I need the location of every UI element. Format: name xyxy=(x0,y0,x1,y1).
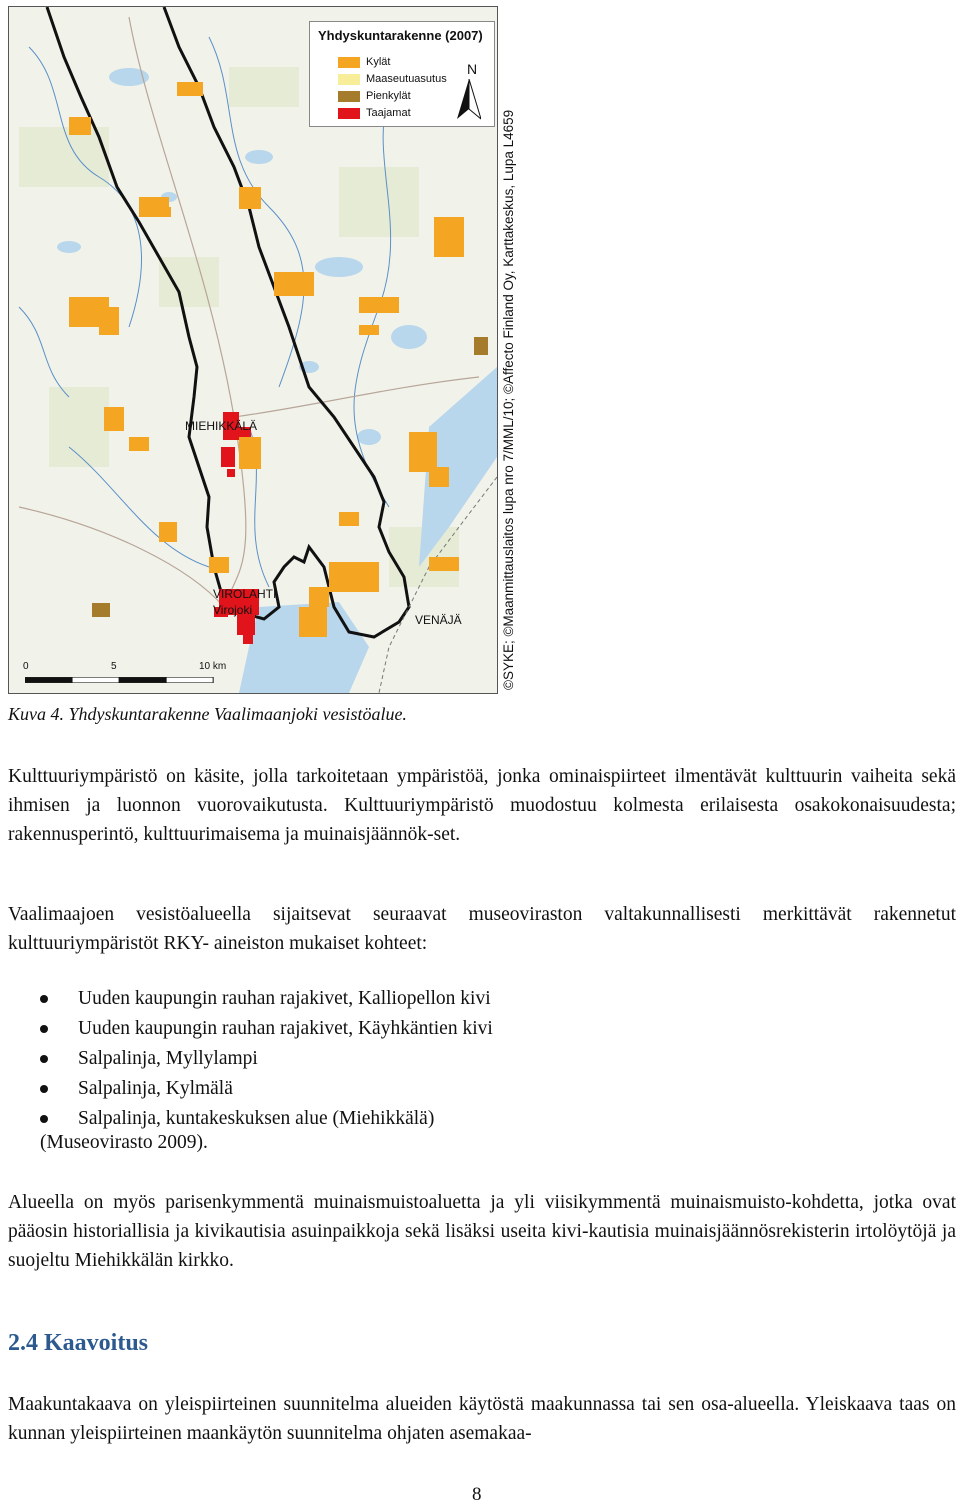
scale-bar xyxy=(25,677,221,683)
page-number: 8 xyxy=(472,1484,482,1505)
legend-swatch xyxy=(338,57,360,68)
north-label: N xyxy=(467,61,478,77)
list-item-text: Salpalinja, Kylmälä xyxy=(78,1078,233,1099)
paragraph-1: Kulttuuriympäristö on käsite, jolla tarkoitetaan ympäristöä, jonka ominaispiirteet ilmentävät kulttuurin vaiheita sekä ihmisen ja luonnon vuorovaikutusta. Kulttuuriympäristö muodostuu kolmesta erilaisesta osakokonaisuudesta; rakennusperintö, kulttuurimaisema ja muinaisjäännök-set. xyxy=(8,766,956,845)
bullet-icon xyxy=(40,995,48,1003)
map-copyright: ©SYKE; ©Maanmittauslaitos lupa nro 7/MML/10; ©Affecto Finland Oy, Karttakeskus, Lupa L4659 xyxy=(501,109,516,690)
north-arrow-icon xyxy=(457,79,481,121)
list-item-text: Salpalinja, kuntakeskuksen alue (Miehikkälä) xyxy=(78,1108,435,1129)
legend-label: Kylät xyxy=(366,56,391,68)
list-item xyxy=(40,1104,493,1134)
label-miehikkala: MIEHIKKÄLÄ xyxy=(185,419,258,433)
legend-swatch xyxy=(338,74,360,85)
legend-item-kylat xyxy=(338,56,390,68)
bullet-icon xyxy=(40,1055,48,1063)
legend-swatch xyxy=(338,108,360,119)
paragraph-4: Maakuntakaava on yleispiirteinen suunnitelma alueiden käytöstä maakunnassa tai sen osa-alueella. Yleiskaava taas on kunnan yleispiirteinen maankäytön suunnitelma ohjaten asemakaa- xyxy=(8,1394,956,1444)
list-item xyxy=(40,984,493,1014)
paragraph-3: Alueella on myös parisenkymmentä muinaismuistoaluetta ja yli viisikymmentä muinaismuisto-kohdetta, jotka ovat pääosin historiallisia ja kivikautisia asuinpaikkoja sekä lisäksi useita kivi-kautisia muinaisjäännösrekisterin irtolöytöjä ja suojeltu Miehikkälän kirkko. xyxy=(8,1192,956,1271)
legend-title: Yhdyskuntarakenne (2007) xyxy=(318,28,483,43)
legend-item-taajamat xyxy=(338,107,411,119)
list-item-text: Uuden kaupungin rauhan rajakivet, Kalliopellon kivi xyxy=(78,988,491,1009)
rky-list xyxy=(40,984,493,1134)
paragraph-2: Vaalimaajoen vesistöalueella sijaitsevat seuraavat museoviraston valtakunnallisesti merkittävät rakennetut kulttuuriympäristöt RKY- aineiston mukaiset kohteet: xyxy=(8,904,956,954)
section-heading: 2.4 Kaavoitus xyxy=(8,1330,149,1356)
scale-label-10km: 10 km xyxy=(199,661,227,672)
bullet-icon xyxy=(40,1115,48,1123)
legend-item-pienkylat xyxy=(338,90,411,102)
legend-label: Taajamat xyxy=(366,107,411,119)
legend-label: Maaseutuasutus xyxy=(366,73,447,85)
legend-label: Pienkylät xyxy=(366,90,411,102)
legend-item-maaseutuasutus xyxy=(338,73,447,85)
label-venaja: VENÄJÄ xyxy=(415,613,462,627)
list-item xyxy=(40,1014,493,1044)
scale-label-0: 0 xyxy=(23,661,29,672)
map-figure xyxy=(8,6,498,694)
label-virojoki: Virojoki xyxy=(213,603,253,617)
list-item xyxy=(40,1074,493,1104)
list-item xyxy=(40,1044,493,1074)
legend-swatch xyxy=(338,91,360,102)
list-source: (Museovirasto 2009). xyxy=(40,1132,208,1153)
label-virolahti: VIROLAHTI xyxy=(213,587,277,601)
figure-caption: Kuva 4. Yhdyskuntarakenne Vaalimaanjoki vesistöalue. xyxy=(8,704,407,724)
bullet-icon xyxy=(40,1085,48,1093)
scale-label-5: 5 xyxy=(111,661,117,672)
bullet-icon xyxy=(40,1025,48,1033)
list-item-text: Salpalinja, Myllylampi xyxy=(78,1048,258,1069)
list-item-text: Uuden kaupungin rauhan rajakivet, Käyhkäntien kivi xyxy=(78,1018,493,1039)
